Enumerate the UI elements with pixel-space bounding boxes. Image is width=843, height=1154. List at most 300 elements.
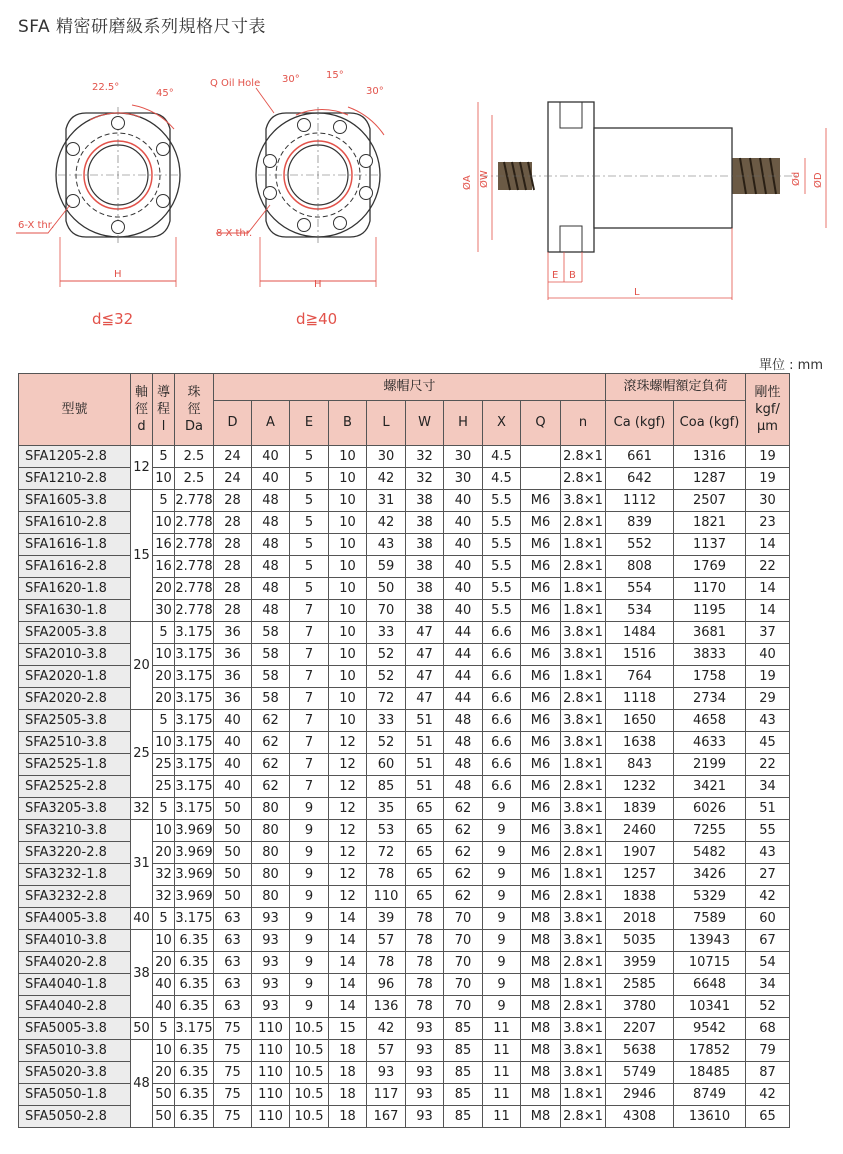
drawing-caption: d≦32 (92, 310, 134, 328)
model-cell: SFA1630-1.8 (19, 600, 131, 622)
cell-e: 9 (290, 996, 329, 1018)
dim-D-label: ØD (813, 172, 824, 188)
header-rigidity (746, 374, 790, 446)
cell-ca: 1638 (606, 732, 674, 754)
cell-w: 93 (406, 1018, 444, 1040)
model-cell: SFA2525-2.8 (19, 776, 131, 798)
cell-d: 63 (214, 952, 252, 974)
cell-h: 70 (444, 908, 483, 930)
cell-l: 110 (367, 886, 406, 908)
cell-x: 5.5 (483, 556, 521, 578)
cell-n: 3.8×1 (561, 1040, 606, 1062)
cell-a: 62 (252, 732, 290, 754)
cell-e: 9 (290, 886, 329, 908)
cell-coa: 3421 (674, 776, 746, 798)
cell-q: M8 (521, 1018, 561, 1040)
cell-ca: 642 (606, 468, 674, 490)
cell-b: 12 (329, 842, 367, 864)
dim-h-label: H (314, 279, 322, 290)
cell-e: 7 (290, 600, 329, 622)
cell-coa: 6026 (674, 798, 746, 820)
cell-k: 42 (746, 886, 790, 908)
flange-front-view-small (16, 105, 180, 287)
cell-q: M6 (521, 754, 561, 776)
cell-b: 12 (329, 864, 367, 886)
cell-l: 10 (153, 644, 175, 666)
cell-k: 55 (746, 820, 790, 842)
table-row (19, 622, 790, 644)
cell-a: 80 (252, 820, 290, 842)
cell-l: 96 (367, 974, 406, 996)
cell-k: 43 (746, 842, 790, 864)
cell-l: 5 (153, 710, 175, 732)
cell-coa: 1137 (674, 534, 746, 556)
header-sub-cell: L (367, 401, 406, 446)
cell-da: 3.175 (175, 732, 214, 754)
header-sub-cell: X (483, 401, 521, 446)
cell-b: 10 (329, 490, 367, 512)
header-load: 滾珠螺帽額定負荷 (606, 374, 746, 401)
cell-l: 50 (153, 1084, 175, 1106)
cell-l: 10 (153, 512, 175, 534)
cell-l: 57 (367, 930, 406, 952)
cell-b: 10 (329, 644, 367, 666)
technical-drawings (0, 40, 843, 340)
cell-h: 85 (444, 1106, 483, 1128)
cell-d: 24 (214, 468, 252, 490)
cell-b: 14 (329, 908, 367, 930)
cell-l: 60 (367, 754, 406, 776)
cell-n: 2.8×1 (561, 1106, 606, 1128)
cell-b: 10 (329, 622, 367, 644)
cell-h: 85 (444, 1018, 483, 1040)
cell-ca: 2946 (606, 1084, 674, 1106)
model-cell: SFA2505-3.8 (19, 710, 131, 732)
cell-d: 28 (214, 578, 252, 600)
cell-b: 10 (329, 600, 367, 622)
dim-l-label: L (634, 287, 640, 298)
cell-k: 14 (746, 600, 790, 622)
cell-coa: 4658 (674, 710, 746, 732)
cell-q: M8 (521, 952, 561, 974)
cell-x: 6.6 (483, 622, 521, 644)
cell-n: 3.8×1 (561, 732, 606, 754)
cell-e: 9 (290, 952, 329, 974)
cell-da: 3.969 (175, 886, 214, 908)
cell-a: 48 (252, 578, 290, 600)
cell-e: 10.5 (290, 1018, 329, 1040)
table-row (19, 798, 790, 820)
model-cell: SFA1605-3.8 (19, 490, 131, 512)
drawing-caption: d≧40 (296, 310, 338, 328)
cell-da: 3.175 (175, 754, 214, 776)
cell-q: M8 (521, 930, 561, 952)
model-cell: SFA2525-1.8 (19, 754, 131, 776)
cell-a: 93 (252, 952, 290, 974)
cell-b: 12 (329, 732, 367, 754)
cell-e: 5 (290, 534, 329, 556)
cell-e: 9 (290, 820, 329, 842)
cell-l: 136 (367, 996, 406, 1018)
cell-w: 47 (406, 644, 444, 666)
cell-l: 42 (367, 468, 406, 490)
cell-da: 6.35 (175, 952, 214, 974)
cell-x: 6.6 (483, 688, 521, 710)
cell-da: 3.969 (175, 864, 214, 886)
cell-k: 14 (746, 578, 790, 600)
cell-l: 10 (153, 820, 175, 842)
cell-l: 32 (153, 886, 175, 908)
cell-ca: 4308 (606, 1106, 674, 1128)
cell-x: 6.6 (483, 732, 521, 754)
cell-n: 2.8×1 (561, 688, 606, 710)
cell-x: 9 (483, 996, 521, 1018)
cell-b: 14 (329, 974, 367, 996)
cell-w: 51 (406, 732, 444, 754)
cell-d: 50 (214, 842, 252, 864)
cell-da: 2.778 (175, 556, 214, 578)
cell-x: 9 (483, 930, 521, 952)
cell-e: 5 (290, 468, 329, 490)
cell-d: 24 (214, 446, 252, 468)
cell-n: 3.8×1 (561, 622, 606, 644)
dim-w-label: ØW (479, 170, 490, 188)
cell-b: 12 (329, 886, 367, 908)
cell-ca: 3959 (606, 952, 674, 974)
cell-k: 23 (746, 512, 790, 534)
cell-h: 44 (444, 688, 483, 710)
cell-k: 34 (746, 974, 790, 996)
cell-b: 10 (329, 534, 367, 556)
shaft-diameter-cell: 38 (131, 930, 153, 1018)
cell-q: M8 (521, 1040, 561, 1062)
cell-e: 9 (290, 798, 329, 820)
model-cell: SFA1210-2.8 (19, 468, 131, 490)
cell-h: 70 (444, 930, 483, 952)
cell-k: 27 (746, 864, 790, 886)
cell-l: 20 (153, 688, 175, 710)
cell-h: 48 (444, 710, 483, 732)
angle-label: 30° (366, 86, 384, 97)
cell-coa: 10341 (674, 996, 746, 1018)
cell-l: 32 (153, 864, 175, 886)
cell-ca: 5638 (606, 1040, 674, 1062)
cell-da: 3.175 (175, 908, 214, 930)
angle-label: 30° (282, 74, 300, 85)
cell-ca: 839 (606, 512, 674, 534)
header-sub-cell: A (252, 401, 290, 446)
cell-b: 10 (329, 468, 367, 490)
cell-ca: 1112 (606, 490, 674, 512)
cell-n: 1.8×1 (561, 754, 606, 776)
cell-k: 43 (746, 710, 790, 732)
cell-coa: 2199 (674, 754, 746, 776)
cell-da: 3.969 (175, 842, 214, 864)
cell-da: 2.778 (175, 600, 214, 622)
cell-coa: 1287 (674, 468, 746, 490)
cell-a: 80 (252, 864, 290, 886)
cell-n: 1.8×1 (561, 974, 606, 996)
shaft-diameter-cell: 32 (131, 798, 153, 820)
cell-ca: 534 (606, 600, 674, 622)
cell-b: 10 (329, 666, 367, 688)
cell-h: 85 (444, 1062, 483, 1084)
cell-ca: 2207 (606, 1018, 674, 1040)
cell-e: 9 (290, 842, 329, 864)
dim-d-label: Ød (791, 171, 802, 186)
cell-coa: 1170 (674, 578, 746, 600)
cell-ca: 1839 (606, 798, 674, 820)
cell-a: 110 (252, 1084, 290, 1106)
cell-l: 5 (153, 908, 175, 930)
cell-w: 65 (406, 842, 444, 864)
unit-label: 單位 : mm (759, 358, 823, 373)
header-lead (153, 374, 175, 446)
cell-ca: 1257 (606, 864, 674, 886)
cell-w: 47 (406, 688, 444, 710)
cell-l: 50 (153, 1106, 175, 1128)
cell-w: 47 (406, 666, 444, 688)
cell-e: 9 (290, 930, 329, 952)
cell-da: 6.35 (175, 974, 214, 996)
cell-a: 58 (252, 688, 290, 710)
model-cell: SFA2510-3.8 (19, 732, 131, 754)
cell-x: 5.5 (483, 490, 521, 512)
shaft-diameter-cell: 48 (131, 1040, 153, 1128)
cell-d: 28 (214, 512, 252, 534)
header-sub-cell: Ca (kgf) (606, 401, 674, 446)
cell-a: 62 (252, 754, 290, 776)
cell-ca: 1232 (606, 776, 674, 798)
model-cell: SFA2010-3.8 (19, 644, 131, 666)
cell-n: 3.8×1 (561, 710, 606, 732)
cell-q: M6 (521, 776, 561, 798)
cell-d: 40 (214, 776, 252, 798)
cell-n: 3.8×1 (561, 490, 606, 512)
cell-ca: 843 (606, 754, 674, 776)
cell-n: 1.8×1 (561, 864, 606, 886)
cell-da: 3.175 (175, 776, 214, 798)
cell-d: 63 (214, 996, 252, 1018)
cell-k: 87 (746, 1062, 790, 1084)
cell-b: 14 (329, 952, 367, 974)
model-cell: SFA5050-2.8 (19, 1106, 131, 1128)
cell-q: M6 (521, 798, 561, 820)
ball-nut-side-view (478, 102, 826, 300)
cell-b: 14 (329, 996, 367, 1018)
cell-ca: 1838 (606, 886, 674, 908)
cell-n: 1.8×1 (561, 666, 606, 688)
cell-b: 10 (329, 688, 367, 710)
cell-l: 30 (153, 600, 175, 622)
cell-e: 10.5 (290, 1106, 329, 1128)
cell-e: 10.5 (290, 1040, 329, 1062)
model-cell: SFA4020-2.8 (19, 952, 131, 974)
cell-coa: 3833 (674, 644, 746, 666)
cell-coa: 1195 (674, 600, 746, 622)
cell-x: 5.5 (483, 578, 521, 600)
flange-front-view-large (216, 88, 384, 287)
cell-h: 44 (444, 622, 483, 644)
cell-da: 3.175 (175, 644, 214, 666)
cell-l: 52 (367, 644, 406, 666)
cell-d: 75 (214, 1040, 252, 1062)
angle-label: 45° (156, 88, 174, 99)
cell-ca: 5035 (606, 930, 674, 952)
cell-l: 5 (153, 798, 175, 820)
shaft-diameter-cell: 20 (131, 622, 153, 710)
cell-x: 9 (483, 974, 521, 996)
thread-label: 6-X thr. (18, 220, 55, 231)
cell-k: 19 (746, 666, 790, 688)
cell-l: 50 (367, 578, 406, 600)
cell-a: 93 (252, 908, 290, 930)
cell-h: 44 (444, 644, 483, 666)
cell-w: 78 (406, 908, 444, 930)
cell-da: 6.35 (175, 1106, 214, 1128)
model-cell: SFA1616-1.8 (19, 534, 131, 556)
cell-d: 28 (214, 534, 252, 556)
header-text: 導 (156, 385, 170, 400)
cell-l: 20 (153, 578, 175, 600)
cell-q: M6 (521, 622, 561, 644)
cell-coa: 18485 (674, 1062, 746, 1084)
cell-b: 10 (329, 512, 367, 534)
cell-x: 11 (483, 1040, 521, 1062)
model-cell: SFA5010-3.8 (19, 1040, 131, 1062)
cell-da: 3.969 (175, 820, 214, 842)
cell-n: 3.8×1 (561, 798, 606, 820)
model-cell: SFA3205-3.8 (19, 798, 131, 820)
header-sub-cell: Coa (kgf) (674, 401, 746, 446)
cell-l: 31 (367, 490, 406, 512)
cell-coa: 7255 (674, 820, 746, 842)
cell-b: 12 (329, 798, 367, 820)
cell-coa: 5482 (674, 842, 746, 864)
cell-k: 65 (746, 1106, 790, 1128)
cell-l: 52 (367, 666, 406, 688)
cell-a: 93 (252, 930, 290, 952)
cell-e: 9 (290, 908, 329, 930)
cell-h: 85 (444, 1040, 483, 1062)
model-cell: SFA5050-1.8 (19, 1084, 131, 1106)
cell-q: M6 (521, 600, 561, 622)
cell-b: 12 (329, 754, 367, 776)
cell-coa: 7589 (674, 908, 746, 930)
cell-a: 93 (252, 996, 290, 1018)
cell-k: 14 (746, 534, 790, 556)
cell-n: 2.8×1 (561, 996, 606, 1018)
shaft-diameter-cell: 12 (131, 446, 153, 490)
cell-h: 30 (444, 446, 483, 468)
cell-q: M6 (521, 688, 561, 710)
cell-b: 10 (329, 556, 367, 578)
cell-q: M6 (521, 490, 561, 512)
cell-l: 167 (367, 1106, 406, 1128)
cell-e: 7 (290, 732, 329, 754)
cell-l: 10 (153, 1040, 175, 1062)
cell-q: M6 (521, 556, 561, 578)
cell-n: 2.8×1 (561, 842, 606, 864)
cell-k: 22 (746, 556, 790, 578)
cell-n: 2.8×1 (561, 952, 606, 974)
cell-x: 4.5 (483, 446, 521, 468)
cell-d: 50 (214, 886, 252, 908)
cell-w: 65 (406, 798, 444, 820)
cell-h: 62 (444, 864, 483, 886)
header-text: 珠 (187, 385, 201, 400)
cell-coa: 13610 (674, 1106, 746, 1128)
header-sub-cell: D (214, 401, 252, 446)
cell-d: 63 (214, 908, 252, 930)
cell-l: 43 (367, 534, 406, 556)
header-text: kgf/ (755, 402, 780, 417)
table-row (19, 1018, 790, 1040)
cell-k: 37 (746, 622, 790, 644)
cell-n: 3.8×1 (561, 820, 606, 842)
header-text: 徑 (134, 402, 148, 417)
cell-ca: 1907 (606, 842, 674, 864)
cell-x: 6.6 (483, 754, 521, 776)
cell-coa: 3426 (674, 864, 746, 886)
cell-e: 5 (290, 446, 329, 468)
cell-l: 42 (367, 512, 406, 534)
cell-coa: 8749 (674, 1084, 746, 1106)
cell-q (521, 468, 561, 490)
model-cell: SFA1205-2.8 (19, 446, 131, 468)
cell-a: 58 (252, 644, 290, 666)
dim-b-label: B (569, 270, 576, 281)
cell-ca: 2018 (606, 908, 674, 930)
cell-l: 78 (367, 864, 406, 886)
cell-d: 63 (214, 930, 252, 952)
cell-d: 63 (214, 974, 252, 996)
cell-k: 60 (746, 908, 790, 930)
thread-label: 8-X thr. (216, 228, 253, 239)
cell-l: 53 (367, 820, 406, 842)
cell-d: 36 (214, 644, 252, 666)
cell-ca: 1516 (606, 644, 674, 666)
table-row (19, 820, 790, 842)
cell-da: 2.5 (175, 446, 214, 468)
cell-x: 6.6 (483, 710, 521, 732)
cell-n: 2.8×1 (561, 556, 606, 578)
header-ball (175, 374, 214, 446)
cell-l: 16 (153, 556, 175, 578)
cell-e: 5 (290, 512, 329, 534)
model-cell: SFA1616-2.8 (19, 556, 131, 578)
cell-d: 50 (214, 798, 252, 820)
cell-w: 93 (406, 1084, 444, 1106)
cell-d: 75 (214, 1062, 252, 1084)
cell-l: 20 (153, 666, 175, 688)
cell-da: 3.175 (175, 710, 214, 732)
cell-w: 38 (406, 600, 444, 622)
cell-q: M6 (521, 644, 561, 666)
cell-n: 1.8×1 (561, 600, 606, 622)
cell-d: 75 (214, 1106, 252, 1128)
cell-da: 2.778 (175, 534, 214, 556)
shaft-diameter-cell: 40 (131, 908, 153, 930)
cell-k: 19 (746, 468, 790, 490)
shaft-diameter-cell: 50 (131, 1018, 153, 1040)
cell-n: 3.8×1 (561, 908, 606, 930)
cell-k: 79 (746, 1040, 790, 1062)
cell-l: 70 (367, 600, 406, 622)
model-cell: SFA2005-3.8 (19, 622, 131, 644)
cell-coa: 13943 (674, 930, 746, 952)
header-sub-cell: H (444, 401, 483, 446)
